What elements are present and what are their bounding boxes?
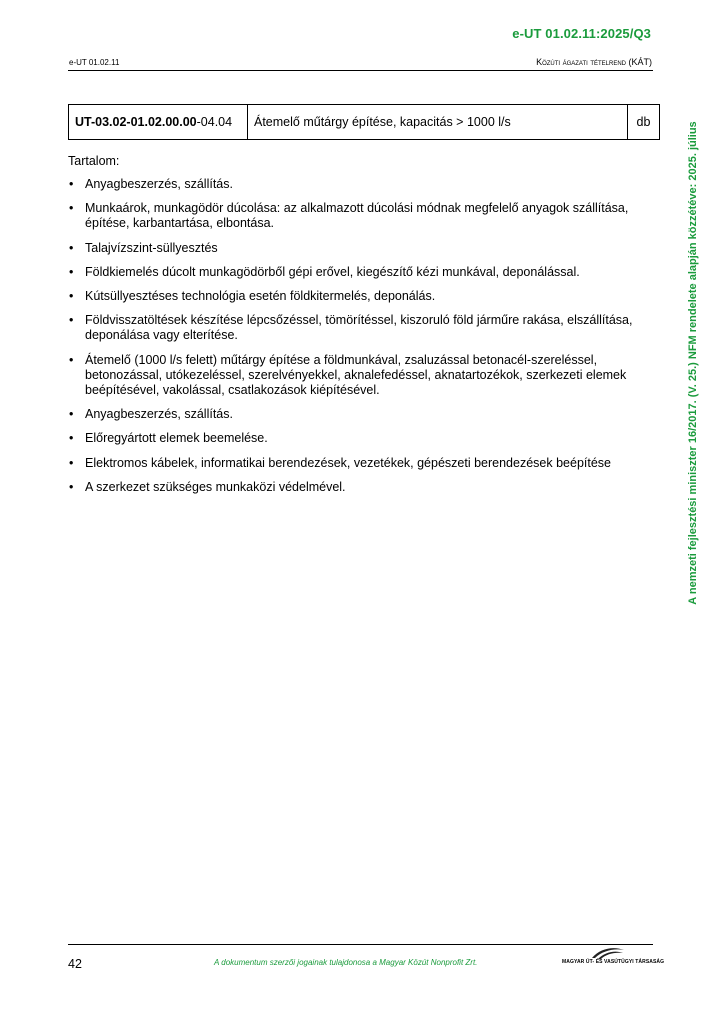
page-number: 42 (68, 957, 82, 971)
bullet-icon: • (69, 455, 74, 470)
logo-text: MAGYAR ÚT- ÉS VASÚTÜGYI TÁRSASÁG (562, 959, 665, 965)
bullet-icon: • (69, 313, 74, 328)
bullet-icon: • (69, 407, 74, 422)
list-item: • Földvisszatöltések készítése lépcsőzéssel, tömörítéssel, kiszoruló föld járműre rakása, elszállítása, deponálása vagy elterítése. (69, 313, 633, 343)
bullet-icon: • (69, 479, 74, 494)
copyright-notice: A dokumentum szerzői jogainak tulajdonosa a Magyar Közút Nonprofit Zrt. (214, 958, 478, 967)
list-item: • Munkaárok, munkagödör dúcolása: az alkalmazott dúcolási módnak megfelelő anyagok szállítása, építése, karbantartása, elbontása. (69, 201, 629, 231)
list-item: • Átemelő (1000 l/s felett) műtárgy építése a földmunkával, zsaluzással betonacél-szereléssel, betonozással, utókezeléssel, szerelvényekkel, aknalefedéssel, aknatartozékok, szerkezeti elemek beépítésével, vakolással, csatlakozások kiépítésével. (69, 352, 627, 398)
list-item: • A szerkezet szükséges munkaközi védelmével. (69, 479, 346, 494)
bullet-icon: • (69, 201, 74, 216)
bullet-icon: • (69, 177, 74, 191)
item-code-suffix: -04.04 (196, 115, 233, 129)
content-label: Tartalom: (68, 154, 120, 168)
list-item: • Előregyártott elemek beemelése. (69, 431, 268, 446)
swoosh-logo-icon (590, 946, 626, 960)
list-item: • Talajvízszint-süllyesztés (69, 240, 218, 255)
company-logo (562, 946, 665, 968)
list-item: • Elektromos kábelek, informatikai berendezések, vezetékek, gépészeti berendezések beépítése (69, 455, 611, 470)
header-right-label: Közúti ágazati tételrend (KÁT) (536, 57, 652, 67)
header-left-label: e-UT 01.02.11 (69, 58, 120, 67)
document-code: e-UT 01.02.11:2025/Q3 (512, 26, 651, 41)
content-list (68, 177, 658, 504)
list-item: • Anyagbeszerzés, szállítás. (69, 177, 233, 191)
item-unit-cell: db (636, 115, 651, 129)
item-code-cell (69, 105, 248, 139)
item-title-cell: Átemelő műtárgy építése, kapacitás > 1000 l/s (248, 105, 628, 139)
list-item: • Anyagbeszerzés, szállítás. (69, 407, 233, 422)
item-table (68, 104, 660, 140)
running-header (68, 58, 653, 71)
bullet-icon: • (69, 289, 74, 304)
publication-side-note (687, 97, 700, 629)
bullet-icon: • (69, 352, 74, 367)
list-item: • Kútsüllyesztéses technológia esetén földkitermelés, deponálás. (69, 289, 436, 304)
footer-divider (68, 944, 653, 945)
bullet-icon: • (69, 431, 74, 446)
side-note-text: A nemzeti fejlesztési miniszter 16/2017. (V. 25.) NFM rendelete alapján közzétéve: 2025. július (687, 121, 699, 605)
bullet-icon: • (69, 240, 74, 255)
bullet-icon: • (69, 264, 74, 279)
list-item: • Földkiemelés dúcolt munkagödörből gépi erővel, kiegészítő kézi munkával, deponálással. (69, 264, 580, 279)
item-code-bold: UT-03.02-01.02.00.00 (75, 115, 197, 129)
